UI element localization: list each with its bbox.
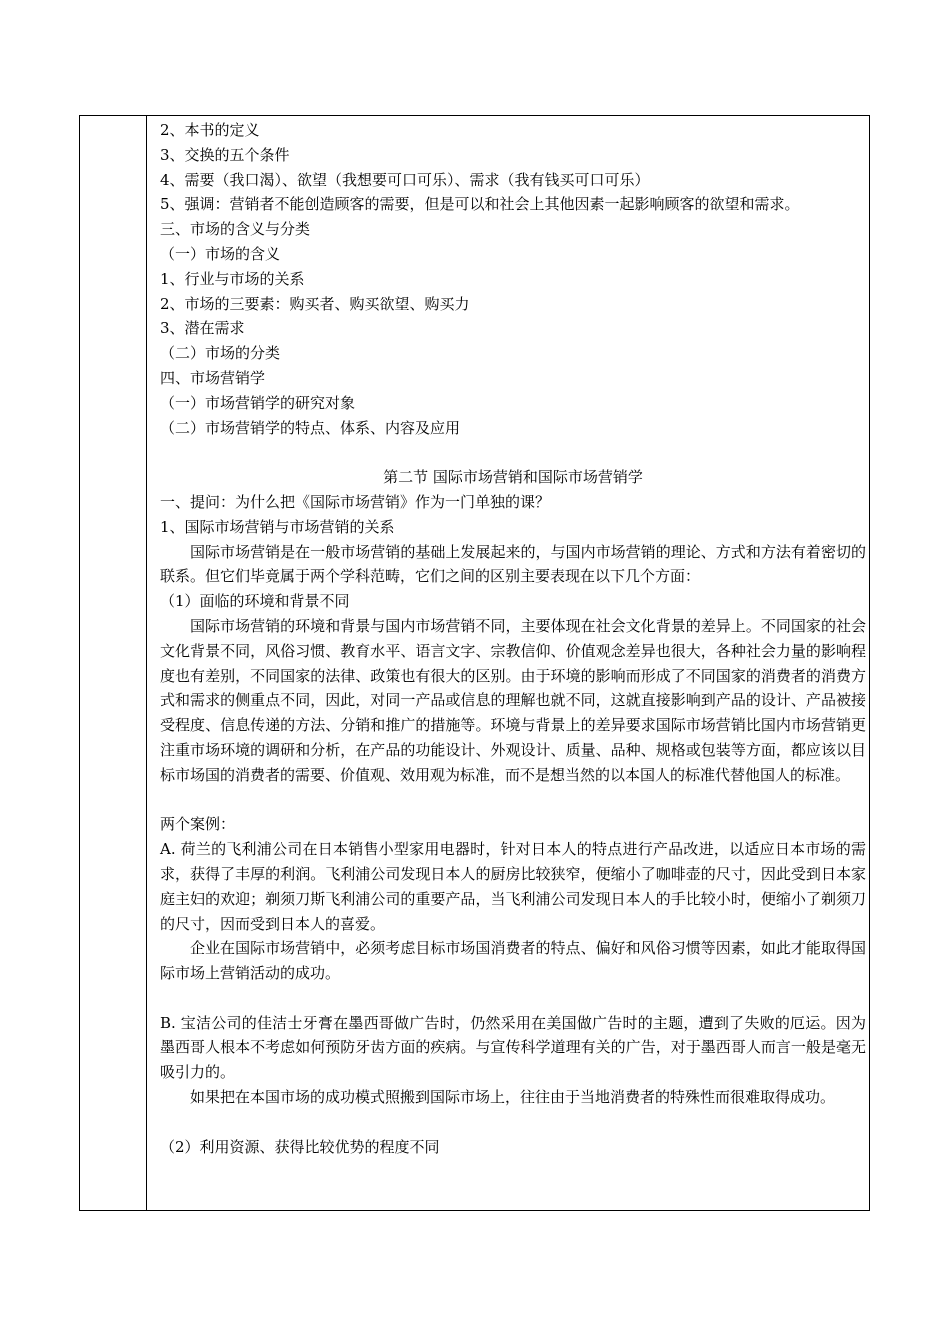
subheading: 1、国际市场营销与市场营销的关系 (160, 517, 395, 536)
outline-line: 3、交换的五个条件 (160, 145, 290, 164)
outline-line: 4、需要（我口渴）、欲望（我想要可口可乐）、需求（我有钱买可口可乐） (160, 170, 650, 189)
cases-title: 两个案例： (160, 815, 236, 834)
subheading-resources: （2）利用资源、获得比较优势的程度不同 (160, 1137, 440, 1156)
outline-line: 3、潜在需求 (160, 319, 245, 338)
case-a: A. 荷兰的飞利浦公司在日本销售小型家用电器时，针对日本人的特点进行产品改进，以适应日本市场的需求，获得了丰厚的利润。飞利浦公司发现日本人的厨房比较狭窄，便缩小了咖啡壶的尺寸，因此受到日本家庭主妇的欢迎；剃须刀斯飞利浦公司的重要产品，当飞利浦公司发现日本人的手比较小时，便缩小了剃须刀的尺寸，因而受到日本人的喜爱。 (160, 840, 866, 933)
outline-line: 三、市场的含义与分类 (160, 220, 311, 239)
outline-line: （一）市场的含义 (160, 244, 281, 263)
outline-line: 2、本书的定义 (160, 121, 260, 139)
outline-line: 5、强调：营销者不能创造顾客的需要，但是可以和社会上其他因素一起影响顾客的欲望和需求。 (160, 195, 800, 214)
subheading-environment: （1）面临的环境和背景不同 (160, 592, 350, 611)
paragraph-relationship: 国际市场营销是在一般市场营销的基础上发展起来的，与国内市场营销的理论、方式和方法有着密切的联系。但它们毕竟属于两个学科范畴，它们之间的区别主要表现在以下几个方面： (160, 542, 866, 586)
case-a-note: 企业在国际市场营销中，必须考虑目标市场国消费者的特点、偏好和风俗习惯等因素，如此才能取得国际市场上营销活动的成功。 (160, 939, 866, 983)
paragraph-environment: 国际市场营销的环境和背景与国内市场营销不同，主要体现在社会文化背景的差异上。不同国家的社会文化背景不同，风俗习惯、教育水平、语言文字、宗教信仰、价值观念差异也很大，各种社会力量的影响程度也有差别，不同国家的法律、政策也有很大的区别。由于环境的影响而形成了不同国家的消费者的消费方式和需求的侧重点不同，因此，对同一产品或信息的理解也就不同，这就直接影响到产品的设计、产品被接受程度、信息传递的方法、分销和推广的措施等。环境与背景上的差异要求国际市场营销比国内市场营销更注重市场环境的调研和分析，在产品的功能设计、外观设计、质量、品种、规格或包装等方面，都应该以目标市场国的消费者的需要、价值观、效用观为标准，而不是想当然的以本国人的标准代替他国人的标准。 (160, 616, 866, 784)
content-cell (160, 118, 866, 1159)
outline-line: （二）市场营销学的特点、体系、内容及应用 (160, 418, 461, 437)
outline-line: 2、市场的三要素：购买者、购买欲望、购买力 (160, 294, 470, 313)
outline-line: 四、市场营销学 (160, 368, 266, 387)
outline-table (79, 115, 870, 1211)
outline-line: （一）市场营销学的研究对象 (160, 393, 356, 412)
section-title: 第二节 国际市场营销和国际市场营销学 (383, 468, 643, 487)
column-divider (146, 116, 147, 1210)
case-b: B. 宝洁公司的佳洁士牙膏在墨西哥做广告时，仍然采用在美国做广告时的主题，遭到了失败的厄运。因为墨西哥人根本不考虑如何预防牙齿方面的疾病。与宣传科学道理有关的广告，对于墨西哥人而言一般是毫无吸引力的。 (160, 1013, 866, 1082)
case-b-note: 如果把在本国市场的成功模式照搬到国际市场上，往往由于当地消费者的特殊性而很难取得成功。 (190, 1088, 836, 1107)
outline-line: 1、行业与市场的关系 (160, 269, 305, 288)
question-line: 一、提问：为什么把《国际市场营销》作为一门单独的课？ (160, 492, 551, 511)
outline-line: （二）市场的分类 (160, 344, 281, 363)
